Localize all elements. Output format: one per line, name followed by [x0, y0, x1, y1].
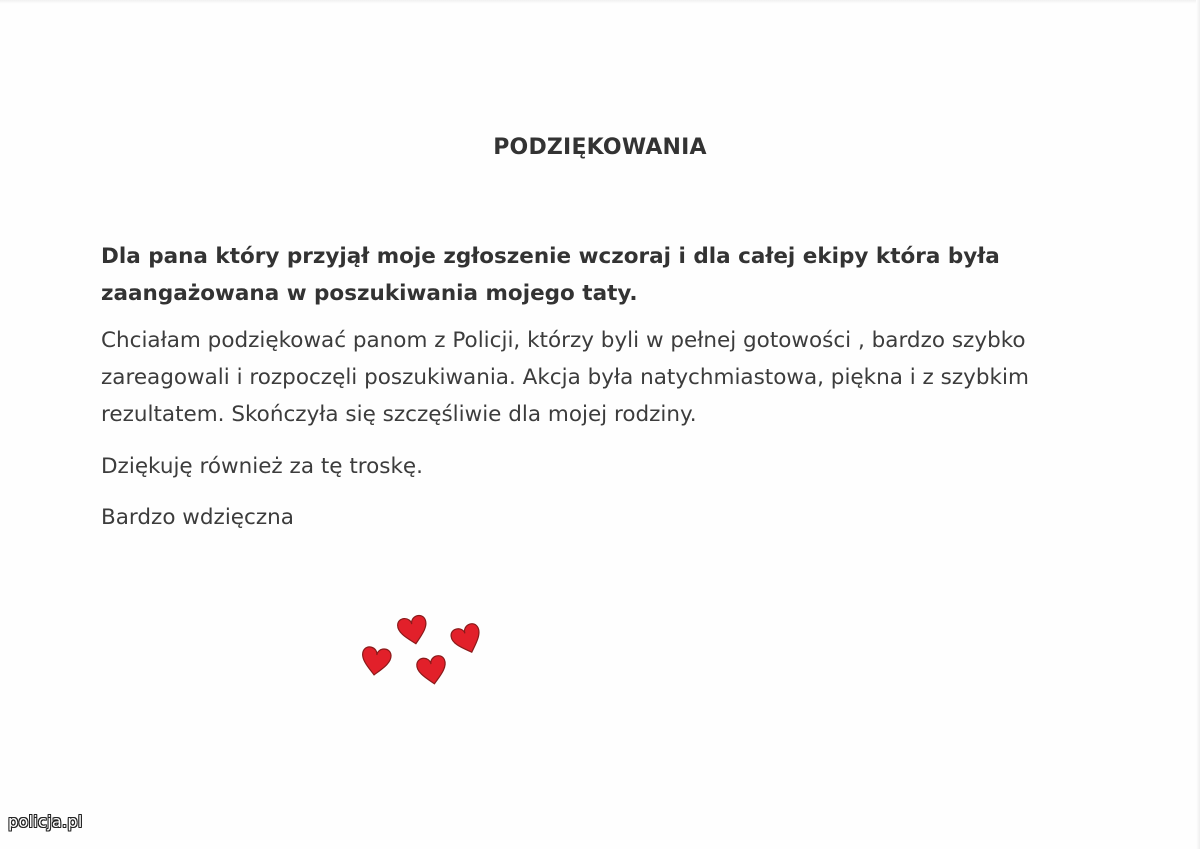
letter-body [101, 238, 1111, 550]
letter-paragraph-care: Dziękuję również za tę troskę. [101, 454, 423, 479]
letter-paragraph-thanks: Chciałam podziękować panom z Policji, którzy byli w pełnej gotowości , bardzo szybko zareagowali i rozpoczęli poszukiwania. Akcja była natychmiastowa, piękna i z szybkim rezultatem. Skończyła się szczęśliwie dla mojej rodziny. [101, 328, 1029, 427]
hearts-icon [352, 606, 492, 696]
scan-edge-right [1196, 0, 1200, 849]
letter-title: PODZIĘKOWANIA [493, 135, 707, 160]
heart-top-right [449, 622, 485, 657]
letter-signature: Bardzo wdzięczna [101, 505, 294, 530]
heart-bottom [416, 655, 449, 687]
watermark-policja: policja.pl [8, 812, 83, 831]
letter-lead: Dla pana który przyjął moje zgłoszenie wczoraj i dla całej ekipy która była zaangażowana w poszukiwania mojego taty. [101, 244, 1000, 306]
heart-top-left [396, 614, 430, 646]
heart-left [360, 646, 392, 677]
scan-edge-top [0, 0, 1200, 4]
